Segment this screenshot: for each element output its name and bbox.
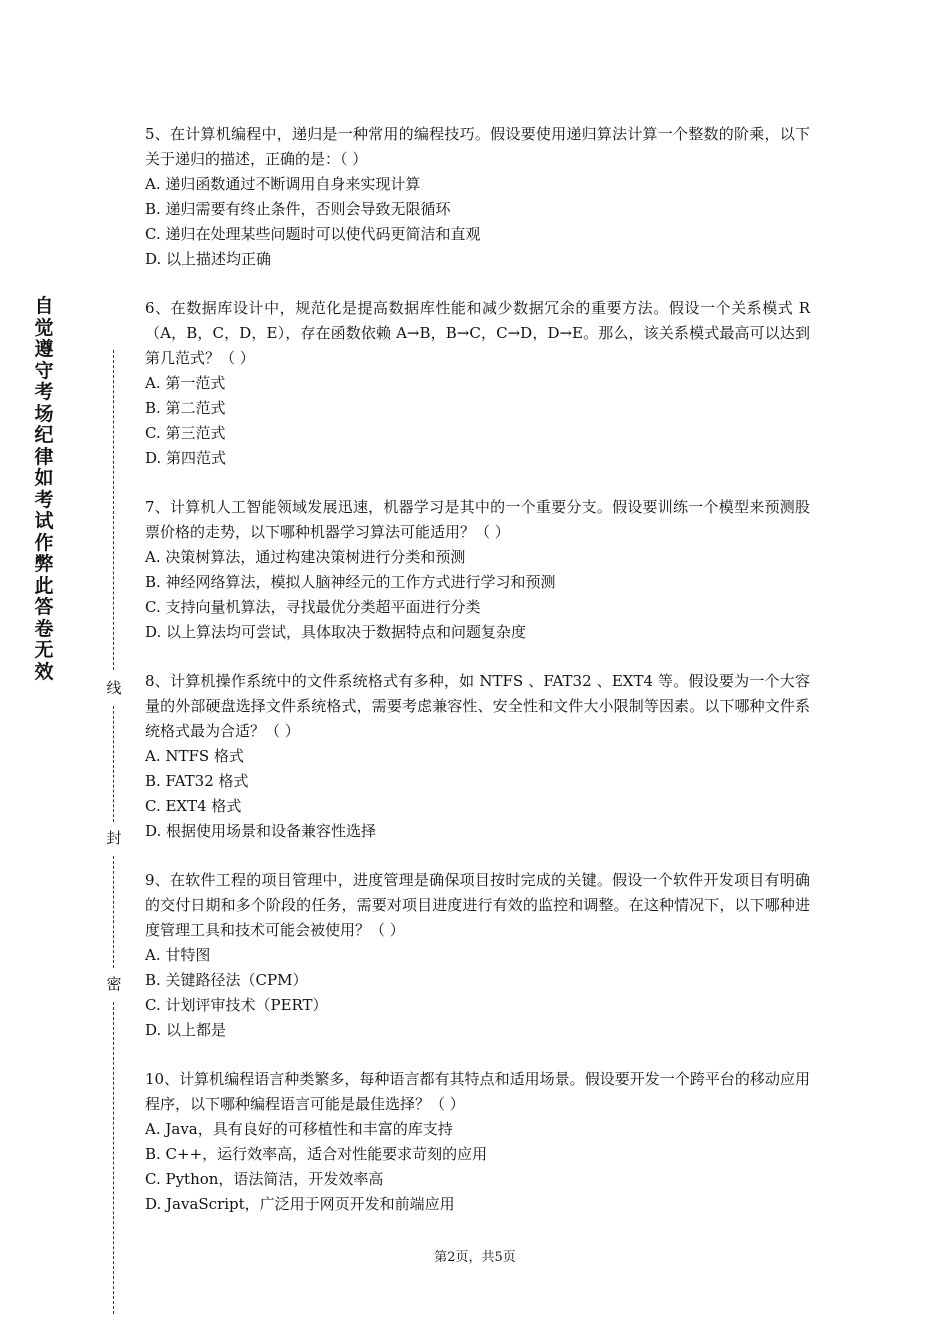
question-stem: 10、计算机编程语言种类繁多，每种语言都有其特点和适用场景。假设要开发一个跨平台的移动应用程序，以下哪种编程语言可能是最佳选择？（ ） [145, 1070, 810, 1113]
option-a: A. Java，具有良好的可移植性和丰富的库支持 [145, 1120, 453, 1138]
binding-label-line: 线 [106, 679, 122, 697]
question-8 [145, 669, 810, 844]
option-c: C. 支持向量机算法，寻找最优分类超平面进行分类 [145, 598, 481, 616]
question-stem: 9、在软件工程的项目管理中，进度管理是确保项目按时完成的关键。假设一个软件开发项目有明确的交付日期和多个阶段的任务，需要对项目进度进行有效的监控和调整。在这种情况下，以下哪种进度管理工具和技术可能会被使用？（ ） [145, 871, 810, 939]
option-d: D. 以上都是 [145, 1021, 227, 1039]
binding-label-secret: 密 [106, 975, 122, 993]
binding-dash-line [113, 350, 114, 670]
binding-label-seal: 封 [106, 829, 122, 847]
question-stem: 7、计算机人工智能领域发展迅速，机器学习是其中的一个重要分支。假设要训练一个模型来预测股票价格的走势，以下哪种机器学习算法可能适用？（ ） [145, 498, 810, 541]
option-a: A. NTFS 格式 [145, 747, 244, 765]
option-b: B. 递归需要有终止条件，否则会导致无限循环 [145, 200, 451, 218]
option-d: D. 以上描述均正确 [145, 250, 272, 268]
option-b: B. C++，运行效率高，适合对性能要求苛刻的应用 [145, 1145, 488, 1163]
option-d: D. JavaScript，广泛用于网页开发和前端应用 [145, 1195, 455, 1213]
question-10 [145, 1067, 810, 1217]
option-b: B. 神经网络算法，模拟人脑神经元的工作方式进行学习和预测 [145, 573, 556, 591]
option-c: C. EXT4 格式 [145, 797, 242, 815]
binding-dash-line [113, 1002, 114, 1314]
option-a: A. 甘特图 [145, 946, 211, 964]
option-a: A. 递归函数通过不断调用自身来实现计算 [145, 175, 421, 193]
option-c: C. 第三范式 [145, 424, 226, 442]
option-b: B. 第二范式 [145, 399, 226, 417]
option-d: D. 以上算法均可尝试，具体取决于数据特点和问题复杂度 [145, 623, 527, 641]
binding-dash-line [113, 706, 114, 822]
question-stem: 6、在数据库设计中，规范化是提高数据库性能和减少数据冗余的重要方法。假设一个关系模式 R（A，B，C，D，E），存在函数依赖 A→B，B→C，C→D，D→E。那么，该关系模式最高可以达到第几范式？（ ） [145, 299, 810, 367]
question-9 [145, 868, 810, 1043]
page-number: 第2页，共5页 [434, 1250, 516, 1265]
option-c: C. Python，语法简洁，开发效率高 [145, 1170, 384, 1188]
option-a: A. 第一范式 [145, 374, 226, 392]
exam-discipline-warning: 自觉遵守考场纪律如考试作弊此答卷无效 [34, 295, 54, 683]
question-5 [145, 122, 810, 272]
question-list [145, 122, 810, 1241]
option-a: A. 决策树算法，通过构建决策树进行分类和预测 [145, 548, 466, 566]
question-stem: 8、计算机操作系统中的文件系统格式有多种，如 NTFS 、FAT32 、EXT4 等。假设要为一个大容量的外部硬盘选择文件系统格式，需要考虑兼容性、安全性和文件大小限制等因素。以下哪种文件系统格式最为合适？（ ） [145, 672, 810, 740]
question-stem: 5、在计算机编程中，递归是一种常用的编程技巧。假设要使用递归算法计算一个整数的阶乘，以下关于递归的描述，正确的是：（ ） [145, 125, 810, 168]
option-d: D. 第四范式 [145, 449, 227, 467]
option-c: C. 递归在处理某些问题时可以使代码更简洁和直观 [145, 225, 481, 243]
question-7 [145, 495, 810, 645]
binding-dash-line [113, 856, 114, 968]
option-b: B. FAT32 格式 [145, 772, 249, 790]
question-6 [145, 296, 810, 471]
option-d: D. 根据使用场景和设备兼容性选择 [145, 822, 377, 840]
option-b: B. 关键路径法（CPM） [145, 971, 308, 989]
option-c: C. 计划评审技术（PERT） [145, 996, 328, 1014]
